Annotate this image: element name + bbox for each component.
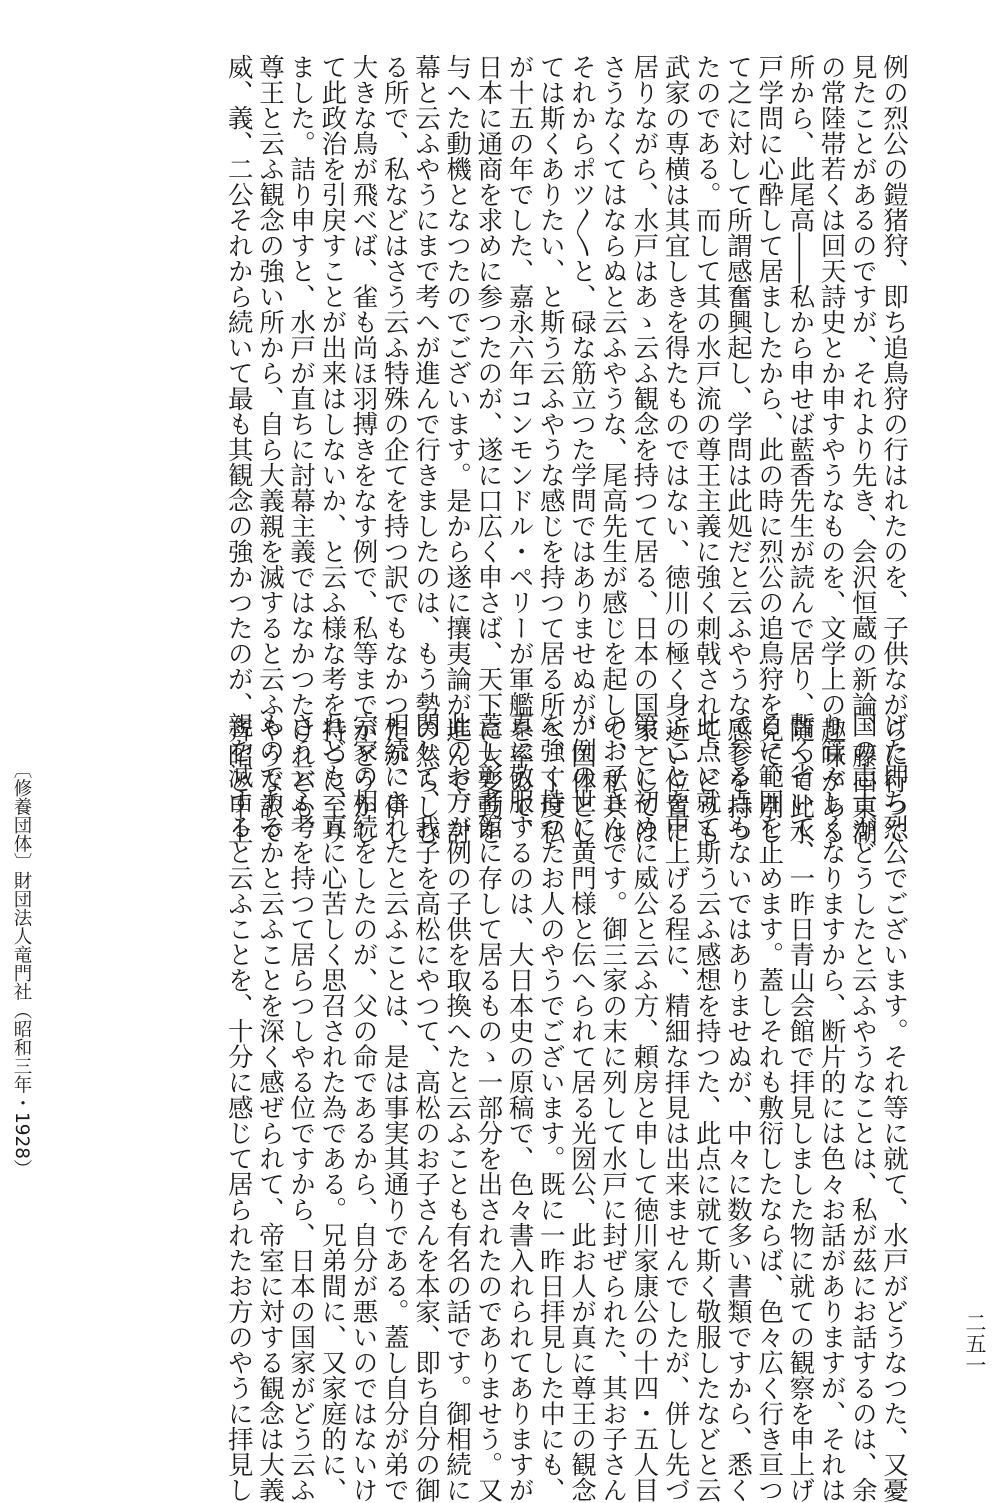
upper-text-block — [223, 54, 909, 845]
text-line: 親を滅すると云ふことを、十分に感じて居られたお方のやうに拝見し — [223, 712, 254, 1503]
text-line: 見たことがあるのですが、それより先き、会沢恒蔵の新論、藤田東湖 — [847, 54, 878, 845]
text-line: る所で、私などはさう云ふ特殊の企てを持つ訳でもなかつたが、併し — [379, 54, 410, 845]
text-line: 国の志士がどうしたと云ふやうなことは、私が茲にお話するのは、余 — [847, 712, 878, 1503]
text-line: 真に敬服するのは、大日本史の原稿で、色々書入れられてありますが — [504, 712, 535, 1503]
text-line: れども、真に心苦しく思召された為である。兄弟間に、又家庭的に、 — [317, 712, 348, 1503]
text-line: ては斯くありたい、と斯う云ふやうな感じを持つて居る所へ、丁度私 — [535, 54, 566, 845]
text-line: 相続にされたと云ふことは、是は事実其通りである。蓋し自分が弟で — [379, 712, 410, 1503]
text-line: たのである。而して其の水戸流の尊王主義に強く刺戟されて、どうも — [691, 54, 722, 845]
text-line: さうなくてはならぬと云ふやうな、尾高先生が感じを起して、私共は — [598, 54, 629, 845]
text-line: それからポツ〳〵と、碌な筋立つた学問ではありませぬが、国体とし — [566, 54, 597, 845]
text-line: 戸学問に心酔して居ましたから、此の時に烈公の追鳥狩を見て、別し — [754, 54, 785, 845]
text-line: て之に対して所謂感奮興起し、学問は此処だと云ふやうな感じを持つ — [722, 54, 753, 845]
text-line: 関して、我子を高松にやつて、高松のお子さんを本家、即ち自分の御 — [410, 712, 441, 1503]
text-line: げた即ち烈公でございます。それ等に就て、水戸がどうなつた、又憂 — [879, 712, 909, 1503]
text-line: が例の世に黄門様と伝へられて居る光圀公、此お人が真に尊王の観念 — [566, 712, 597, 1503]
footer-source — [10, 760, 62, 1400]
text-line: て此政治を引戻すことが出来はしないか、と云ふ様な考を持つに至り — [317, 54, 348, 845]
text-line: 所から、此尾高――私から申せば藍香先生が読んで居り、随つて此水 — [785, 54, 816, 845]
text-line: 幕と云ふやうにまで考へが進んで行きましたのは、もう勢の然らしむ — [410, 54, 441, 845]
text-line: 宗家の相続をしたのが、父の命であるから、自分が悪いのではないけ — [348, 712, 379, 1503]
text-line: ました。詰り申すと、水戸が直ちに討幕主義ではなかつたけれども、 — [286, 54, 317, 845]
text-line: さう云ふ考を持つて居らつしやる位ですから、日本の国家がどう云ふ — [286, 712, 317, 1503]
text-line: 第一に初めに威公と云ふ方、頼房と申して徳川家康公の十四・五人目 — [629, 712, 660, 1503]
text-line: 日本に通商を求めに参つたのが、遂に口広く申さば、天下に大変動を — [473, 54, 504, 845]
text-line: 武家の専横は其宜しきを得たものではない、徳川の極く身近い位置に — [660, 54, 691, 845]
text-line: 暫く省いて、一昨日青山会館で拝見しました物に就ての観察を申上げ — [785, 712, 816, 1503]
text-line: を強く持つたお人のやうでございます。既に一昨日拝見した中にも、 — [535, 712, 566, 1503]
series-label: 〔修養団体〕 — [11, 760, 32, 871]
text-line: 蓋し彰考館に存して居るものゝ一部分を出されたのでありませう。又 — [473, 712, 504, 1503]
text-line: ものであるかと云ふことを深く感ぜられて、帝室に対する観念は大義 — [254, 712, 285, 1503]
lower-text-block — [223, 712, 909, 1503]
text-line: が十五の年でした、嘉永六年コンモンドル・ペリーが軍艦を率ゐて、 — [504, 54, 535, 845]
text-line: 与へた動機となつたのでございます。是から遂に攘夷論が進んで、討 — [442, 54, 473, 845]
text-line: り管々しくなりますから、断片的には色々お話がありますが、それは — [816, 712, 847, 1503]
text-line: 尊王と云ふ観念の強い所から、自ら大義親を滅すると云ふやうな訳で — [254, 54, 285, 845]
text-line: るに範囲を止めます。蓋しそれも敷衍したならば、色々広く行き亘つ — [754, 712, 785, 1503]
text-line: の常陸帯若くは回天詩史とか申すやうなものを、文学上の趣味がある — [816, 54, 847, 845]
text-line: ふことを申上げる程に、精細な拝見は出来ませんでしたが、併し先づ — [660, 712, 691, 1503]
text-line: 大きな鳥が飛べば、雀も尚ほ羽搏きをなす例で、私等までがどうかし — [348, 54, 379, 845]
text-line: 此点に就て斯う云ふ感想を持つた、此点に就て斯く敬服したなどと云 — [691, 712, 722, 1503]
page-number: 二五一 — [963, 1312, 987, 1375]
text-line: のお子さんです。御三家の末に列して水戸に封ぜられた、其お子さん — [598, 712, 629, 1503]
text-line: 此のお方が例の子供を取換へたと云ふことも有名の話です。御相続に — [442, 712, 473, 1503]
text-line: 例の烈公の鎧猪狩、即ち追鳥狩の行はれたのを、子供ながらに行つて — [879, 54, 909, 845]
text-line: 威、義、二公それから続いて最も其観念の強かつたのが、斉昭と申上 — [223, 54, 254, 845]
publisher-label: 財団法人竜門社 — [11, 871, 32, 1001]
text-line: て参る点もないではありませぬが、中々に数多い書類ですから、悉く — [722, 712, 753, 1503]
text-line: 居りながら、水戸はあゝ云ふ観念を持つて居る、日本の国家としては — [629, 54, 660, 845]
date-label: （昭和三年・1928） — [11, 1000, 32, 1178]
